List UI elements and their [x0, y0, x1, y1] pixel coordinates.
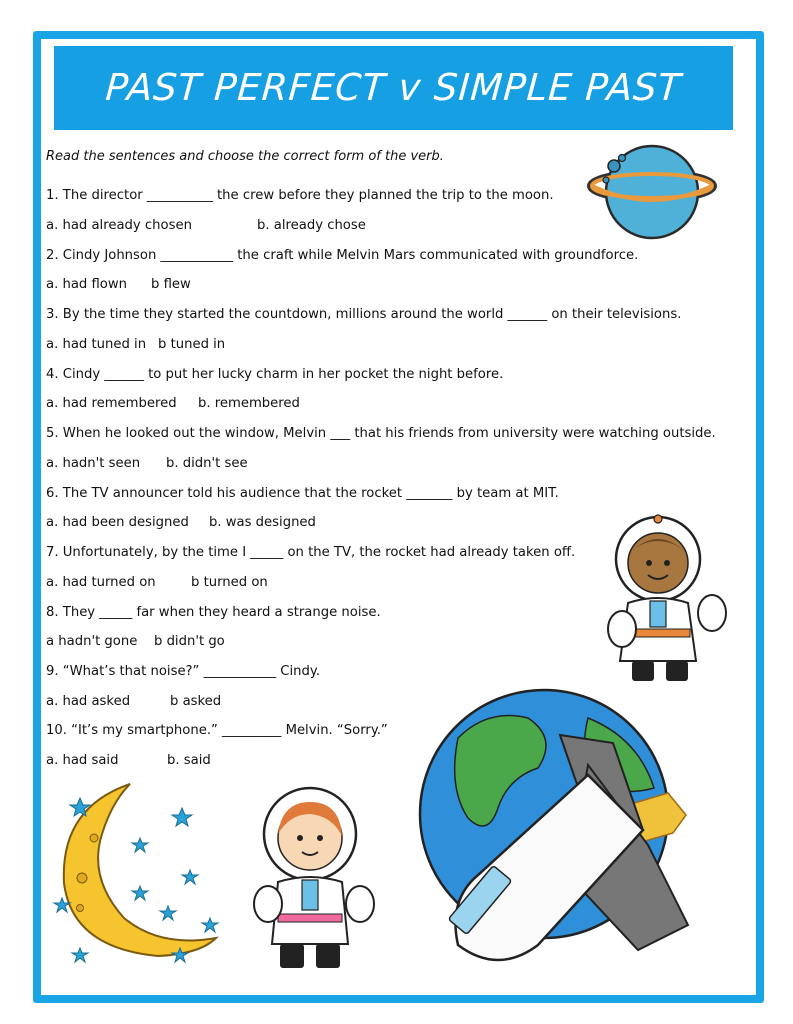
options-1	[46, 218, 366, 233]
question-8: 8. They _____ far when they heard a strange noise.	[46, 605, 381, 620]
options-2	[46, 277, 191, 292]
options-9	[46, 694, 222, 709]
option-b: b didn't go	[154, 634, 225, 649]
option-b: b flew	[151, 277, 191, 292]
options-10	[46, 753, 211, 768]
option-a: a. had tuned in	[46, 337, 147, 352]
options-3	[46, 337, 226, 352]
moon-stars-icon	[40, 778, 230, 968]
option-b: b. already chose	[257, 218, 366, 233]
question-6: 6. The TV announcer told his audience that the rocket _______ by team at MIT.	[46, 486, 559, 501]
option-b: b. was designed	[209, 515, 316, 530]
option-a: a. had turned on	[46, 575, 156, 590]
option-b: b asked	[170, 694, 222, 709]
option-a: a. had already chosen	[46, 218, 192, 233]
option-a: a. had asked	[46, 694, 131, 709]
option-b: b. remembered	[198, 396, 300, 411]
options-8	[46, 634, 225, 649]
options-5	[46, 456, 248, 471]
question-7: 7. Unfortunately, by the time I _____ on the TV, the rocket had already taken off.	[46, 545, 576, 560]
question-10: 10. “It’s my smartphone.” _________ Melvin. “Sorry.”	[46, 723, 388, 738]
option-a: a. had remembered	[46, 396, 177, 411]
title-banner	[54, 46, 733, 130]
question-2: 2. Cindy Johnson ___________ the craft while Melvin Mars communicated with groundforce.	[46, 248, 639, 263]
option-b: b. said	[167, 753, 211, 768]
planet-icon	[588, 138, 718, 248]
question-3: 3. By the time they started the countdown, millions around the world ______ on their televisions.	[46, 307, 682, 322]
option-a: a. had flown	[46, 277, 127, 292]
question-4: 4. Cindy ______ to put her lucky charm in her pocket the night before.	[46, 367, 504, 382]
options-4	[46, 396, 300, 411]
page-title: PAST PERFECT v SIMPLE PAST	[104, 66, 683, 109]
options-6	[46, 515, 316, 530]
options-7	[46, 575, 268, 590]
option-a: a. hadn't seen	[46, 456, 141, 471]
space-shuttle-icon	[438, 735, 698, 975]
question-1: 1. The director __________ the crew before they planned the trip to the moon.	[46, 188, 554, 203]
instructions: Read the sentences and choose the correct form of the verb.	[46, 149, 444, 164]
option-b: b tuned in	[158, 337, 226, 352]
option-b: b turned on	[191, 575, 268, 590]
option-a: a hadn't gone	[46, 634, 138, 649]
astronaut-boy-icon	[604, 513, 734, 685]
question-9: 9. “What’s that noise?” ___________ Cindy.	[46, 664, 321, 679]
astronaut-girl-icon	[248, 784, 388, 974]
question-5: 5. When he looked out the window, Melvin ___ that his friends from university were watching outside.	[46, 426, 716, 441]
option-a: a. had been designed	[46, 515, 189, 530]
option-a: a. had said	[46, 753, 119, 768]
option-b: b. didn't see	[166, 456, 248, 471]
